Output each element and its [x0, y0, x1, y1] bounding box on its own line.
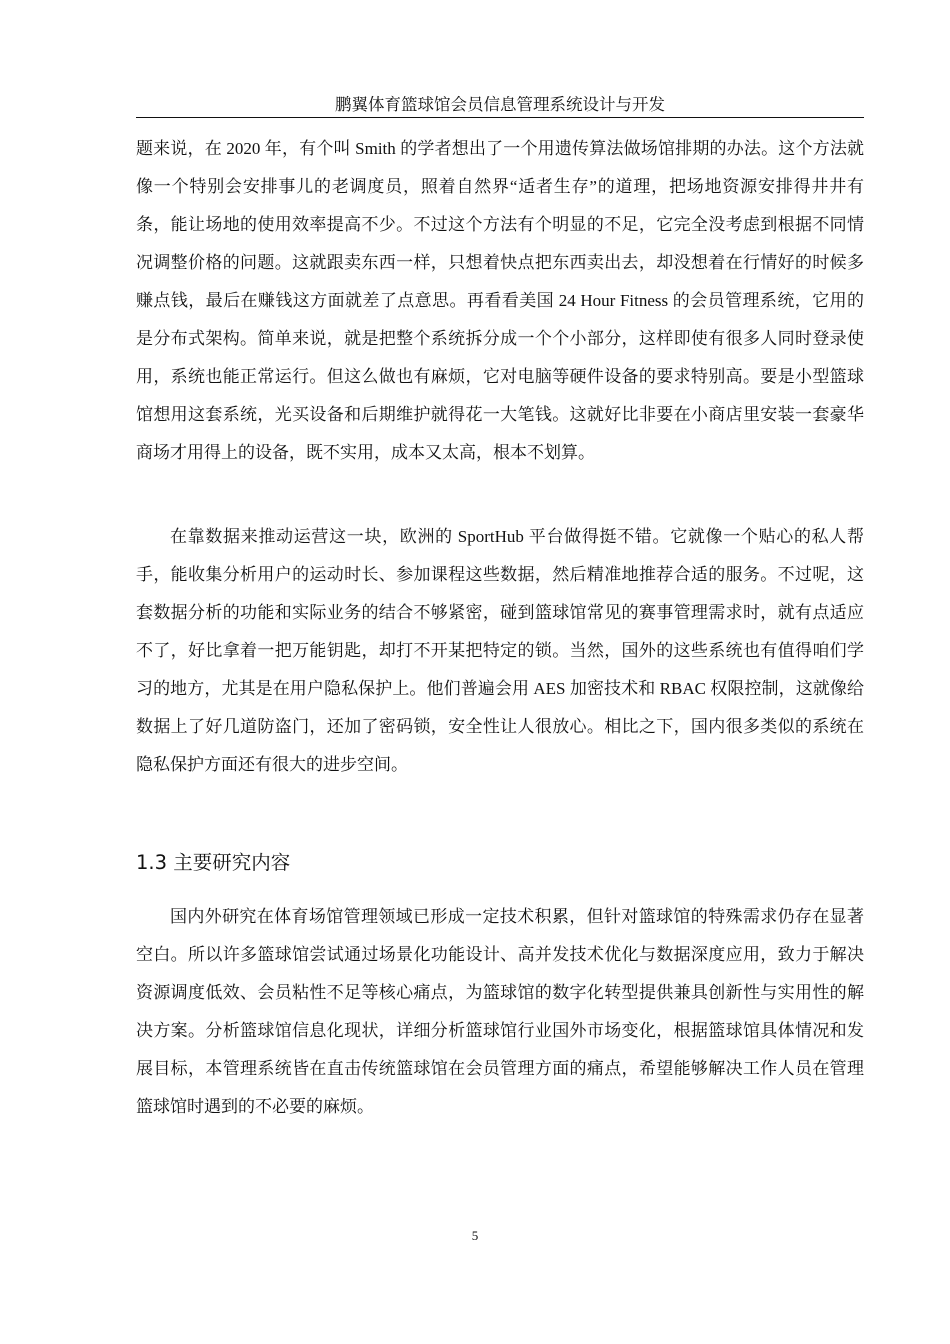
- page-number: 5: [471, 1228, 479, 1243]
- body-paragraph-1: 题来说，在 2020 年，有个叫 Smith 的学者想出了一个用遗传算法做场馆排期的办法。这个方法就像一个特别会安排事儿的老调度员，照着自然界“适者生存”的道理，把场地资源安排得井井有条，能让场地的使用效率提高不少。不过这个方法有个明显的不足，它完全没考虑到根据不同情况调整价格的问题。这就跟卖东西一样，只想着快点把东西卖出去，却没想着在行情好的时候多赚点钱，最后在赚钱这方面就差了点意思。再看看美国 24 Hour Fitness 的会员管理系统，它用的是分布式架构。简单来说，就是把整个系统拆分成一个个小部分，这样即使有很多人同时登录使用，系统也能正常运行。但这么做也有麻烦，它对电脑等硬件设备的要求特别高。要是小型篮球馆想用这套系统，光买设备和后期维护就得花一大笔钱。这就好比非要在小商店里安装一套豪华商场才用得上的设备，既不实用，成本又太高，根本不划算。: [136, 139, 864, 462]
- body-paragraph-2: 在靠数据来推动运营这一块，欧洲的 SportHub 平台做得挺不错。它就像一个贴心的私人帮手，能收集分析用户的运动时长、参加课程这些数据，然后精准地推荐合适的服务。不过呢，这套数据分析的功能和实际业务的结合不够紧密，碰到篮球馆常见的赛事管理需求时，就有点适应不了，好比拿着一把万能钥匙，却打不开某把特定的锁。当然，国外的这些系统也有值得咱们学习的地方，尤其是在用户隐私保护上。他们普遍会用 AES 加密技术和 RBAC 权限控制，这就像给数据上了好几道防盗门，还加了密码锁，安全性让人很放心。相比之下，国内很多类似的系统在隐私保护方面还有很大的进步空间。: [136, 527, 864, 774]
- running-header: 鹏翼体育篮球馆会员信息管理系统设计与开发: [335, 95, 665, 114]
- header-divider: [136, 117, 864, 118]
- body-paragraph-3: 国内外研究在体育场馆管理领域已形成一定技术积累，但针对篮球馆的特殊需求仍存在显著空白。所以许多篮球馆尝试通过场景化功能设计、高并发技术优化与数据深度应用，致力于解决资源调度低效、会员粘性不足等核心痛点，为篮球馆的数字化转型提供兼具创新性与实用性的解决方案。分析篮球馆信息化现状，详细分析篮球馆行业国外市场变化，根据篮球馆具体情况和发展目标，本管理系统皆在直击传统篮球馆在会员管理方面的痛点，希望能够解决工作人员在管理篮球馆时遇到的不必要的麻烦。: [136, 907, 864, 1116]
- section-heading: 1.3 主要研究内容: [136, 851, 291, 874]
